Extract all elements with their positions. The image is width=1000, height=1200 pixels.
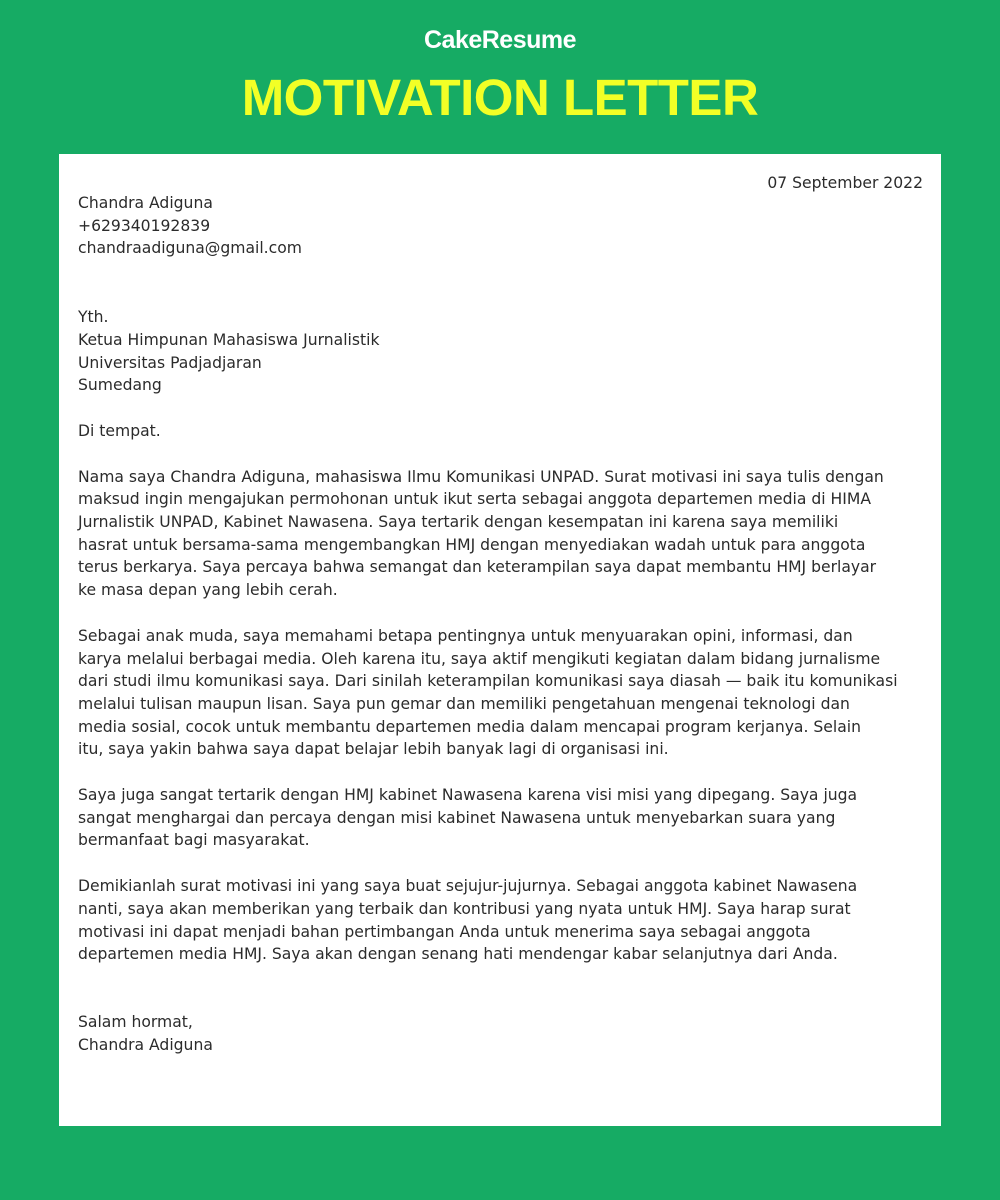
paragraph-line: Sebagai anak muda, saya memahami betapa pentingnya untuk menyuarakan opini, informasi, dan [78, 626, 853, 645]
recipient-line: Yth. [78, 308, 109, 327]
paragraph-line: dari studi ilmu komunikasi saya. Dari sinilah keterampilan komunikasi saya diasah — baik itu komunikasi [78, 672, 898, 691]
paragraph-line: Saya juga sangat tertarik dengan HMJ kabinet Nawasena karena visi misi yang dipegang. Saya juga [78, 786, 858, 805]
closing-salutation: Salam hormat, [78, 1012, 193, 1031]
paragraph-line: ke masa depan yang lebih cerah. [78, 581, 338, 600]
sender-name: Chandra Adiguna [78, 194, 213, 212]
recipient-line: Sumedang [78, 376, 162, 395]
sender-phone: +629340192839 [78, 216, 211, 235]
paragraph-line: hasrat untuk bersama-sama mengembangkan HMJ dengan menyediakan wadah untuk para anggota [78, 535, 866, 554]
page-title: MOTIVATION LETTER [241, 69, 759, 126]
letter-paper [59, 154, 941, 1126]
paragraph-4 [78, 875, 926, 966]
paragraph-line: Nama saya Chandra Adiguna, mahasiswa Ilmu Komunikasi UNPAD. Surat motivasi ini saya tulis dengan [78, 467, 884, 486]
paragraph-line: maksud ingin mengajukan permohonan untuk ikut serta sebagai anggota departemen media di HIMA [78, 490, 871, 509]
paragraph-line: Jurnalistik UNPAD, Kabinet Nawasena. Saya tertarik dengan kesempatan ini karena saya memiliki [78, 513, 839, 532]
letter-date: 07 September 2022 [767, 174, 923, 192]
greeting [78, 420, 926, 443]
closing-block [78, 1011, 926, 1056]
sender-email: chandraadiguna@gmail.com [78, 239, 302, 258]
recipient-line: Universitas Padjadjaran [78, 353, 262, 372]
paragraph-3 [78, 784, 926, 852]
paragraph-line: itu, saya yakin bahwa saya dapat belajar lebih banyak lagi di organisasi ini. [78, 740, 669, 759]
brand-logo: CakeResume [423, 26, 577, 54]
paragraph-2 [78, 625, 926, 761]
paragraph-line: terus berkarya. Saya percaya bahwa semangat dan keterampilan saya dapat membantu HMJ berlayar [78, 558, 877, 577]
sender-block [78, 192, 926, 260]
signature-name: Chandra Adiguna [78, 1035, 213, 1054]
paragraph-line: karya melalui berbagai media. Oleh karena itu, saya aktif mengikuti kegiatan dalam bidang jurnalisme [78, 649, 881, 668]
paragraph-line: Demikianlah surat motivasi ini yang saya buat sejujur-jujurnya. Sebagai anggota kabinet Nawasena [78, 877, 858, 896]
paragraph-line: media sosial, cocok untuk membantu departemen media dalam mencapai program kerjanya. Selain [78, 717, 861, 736]
paragraph-line: motivasi ini dapat menjadi bahan pertimbangan Anda untuk menerima saya sebagai anggota [78, 922, 811, 941]
paragraph-line: nanti, saya akan memberikan yang terbaik dan kontribusi yang nyata untuk HMJ. Saya harap surat [78, 899, 851, 918]
paragraph-line: melalui tulisan maupun lisan. Saya pun gemar dan memiliki pengetahuan mengenai teknologi dan [78, 694, 850, 713]
paragraph-line: sangat menghargai dan percaya dengan misi kabinet Nawasena untuk menyebarkan suara yang [78, 808, 836, 827]
recipient-line: Ketua Himpunan Mahasiswa Jurnalistik [78, 330, 380, 349]
greeting-text: Di tempat. [78, 421, 161, 440]
paragraph-line: bermanfaat bagi masyarakat. [78, 831, 310, 850]
paragraph-line: departemen media HMJ. Saya akan dengan senang hati mendengar kabar selanjutnya dari Anda. [78, 945, 838, 964]
recipient-block [78, 306, 926, 397]
letter-body [78, 172, 926, 1056]
paragraph-1 [78, 466, 926, 602]
